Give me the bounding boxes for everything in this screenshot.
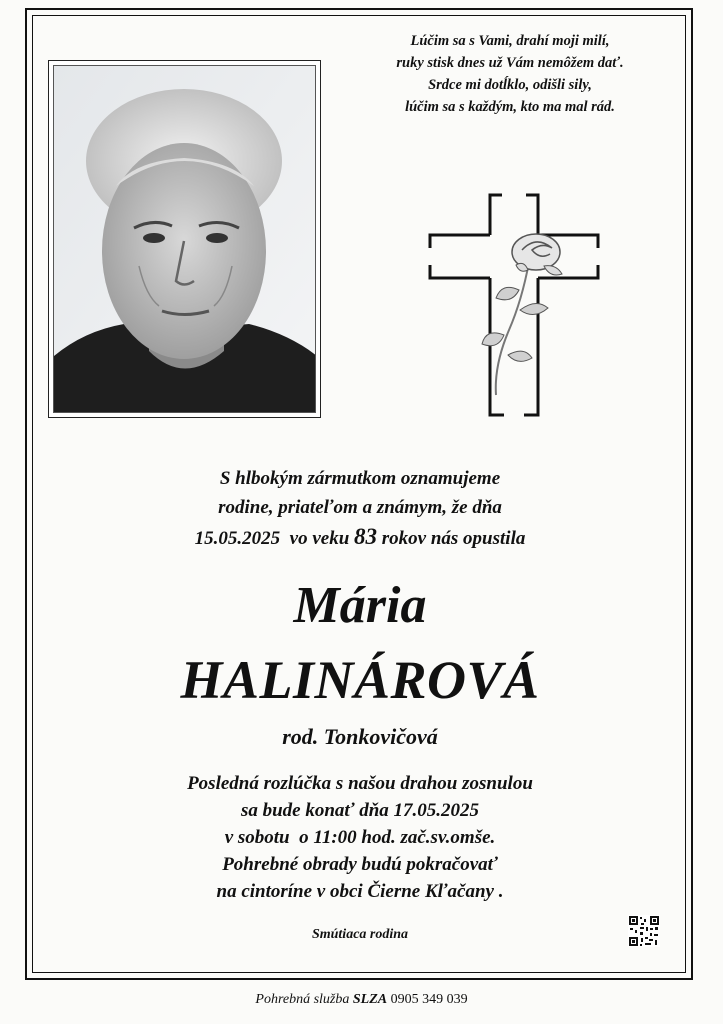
age-value: 83 bbox=[354, 524, 378, 549]
announcement-line-3 bbox=[60, 522, 660, 553]
phone-number[interactable]: 0905 349 039 bbox=[390, 992, 468, 1007]
ceremony-line: Posledná rozlúčka s našou drahou zosnulou bbox=[187, 773, 533, 794]
family-signature: Smútiaca rodina bbox=[311, 927, 409, 942]
ceremony-line: na cintoríne v obci Čierne Kľačany . bbox=[216, 881, 504, 902]
footer-prefix: Pohrebná služba bbox=[255, 992, 350, 1007]
death-announcement bbox=[60, 464, 660, 553]
age-prefix: vo veku bbox=[289, 528, 350, 549]
funeral-service-name: SLZA bbox=[352, 992, 388, 1007]
poem-line: Srdce mi dotĺklo, odišli sily, bbox=[428, 77, 592, 93]
poem-line: Lúčim sa s Vami, drahí moji milí, bbox=[410, 33, 610, 49]
age-suffix: rokov nás opustila bbox=[381, 528, 526, 549]
first-name: Mária bbox=[293, 577, 427, 634]
poem-line: lúčim sa s každým, kto ma mal rád. bbox=[405, 99, 615, 115]
portrait-frame bbox=[48, 60, 321, 418]
ceremony-line: Pohrebné obrady budú pokračovať bbox=[222, 854, 498, 875]
portrait-image bbox=[54, 66, 316, 413]
portrait-photo bbox=[53, 65, 316, 413]
farewell-poem bbox=[340, 30, 680, 118]
announcement-line-2: rodine, priateľom a známym, že dňa bbox=[218, 497, 502, 518]
poem-line: ruky stisk dnes už Vám nemôžem dať. bbox=[396, 55, 624, 71]
surname: HALINÁROVÁ bbox=[180, 650, 540, 710]
death-date: 15.05.2025 bbox=[194, 528, 281, 549]
qr-code-icon[interactable] bbox=[628, 915, 660, 952]
ceremony-line: sa bude konať dňa 17.05.2025 bbox=[240, 800, 480, 821]
ceremony-line: v sobotu o 11:00 hod. zač.sv.omše. bbox=[224, 827, 496, 848]
announcement-line-1: S hlbokým zármutkom oznamujeme bbox=[219, 468, 501, 489]
cross-with-rose-icon bbox=[424, 190, 604, 425]
maiden-name: rod. Tonkovičová bbox=[282, 724, 438, 749]
ceremony-details bbox=[60, 770, 660, 905]
funeral-service-footer bbox=[0, 990, 723, 1010]
